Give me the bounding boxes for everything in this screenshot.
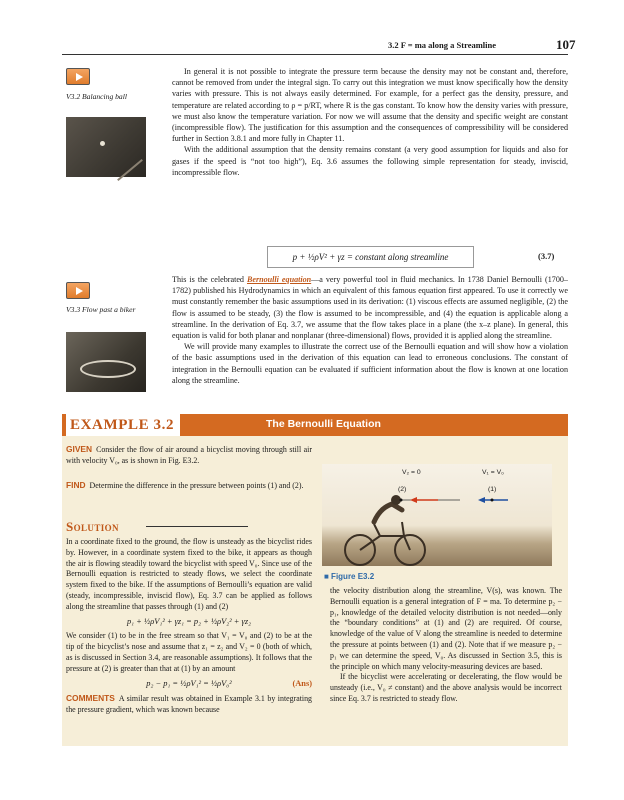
equation-number: (3.7) xyxy=(538,251,555,261)
comments-label: COMMENTS xyxy=(66,693,115,704)
find-text: Determine the difference in the pressure between points (1) and (2). xyxy=(89,481,304,490)
point-2-marker xyxy=(400,499,403,502)
solution-equation: p₁ + ½ρV₁² + γz₁ = p₂ + ½ρV₂² + γz₂ xyxy=(126,616,251,626)
answer-label: (Ans) xyxy=(292,678,312,688)
video-play-icon[interactable] xyxy=(66,68,90,85)
paragraph: We will provide many examples to illustrate the correct use of the Bernoulli equation and will show how a violation of the basic assumptions used in the derivation of this equation can lead to erroneous conclusions. The constant of integration in the Bernoulli equation can be evaluated if sufficient information about the flow is known at one location along the streamline. xyxy=(172,342,568,385)
right-paragraph: If the bicyclist were accelerating or decelerating, the flow would be unsteady (i.e., V₀ ≠ constant) and the above analysis would be incorrect since Eq. 3.7 is restricted to steady flow. xyxy=(330,672,562,703)
right-paragraph: the velocity distribution along the streamline, V(s), was known. The Bernoulli equation is a general integration of F = ma. To determine p₂ − p₁, knowledge of the detailed velocity distribution is not needed—only the “boundary conditions” at (1) and (2) are required. Of course, knowledge of the value of V along the streamline is needed to determine the pressure at points between (1) and (2). Note that if we measure p₂ − p₁ we can determine the speed, V₀. As discussed in Section 3.5, this is the principle on which many velocity-measuring devices are based. xyxy=(330,586,562,671)
example-title: The Bernoulli Equation xyxy=(266,418,381,430)
flow-arrow-v2-head xyxy=(410,497,417,503)
flow-arrow-v1-head xyxy=(478,497,485,503)
given-block xyxy=(66,444,312,467)
paragraph: With the additional assumption that the density remains constant (a very good assumption for liquids and also for gases if the speed is “not too high”), Eq. 3.6 assumes the following simple representation for steady, inviscid, incompressible flow. xyxy=(172,145,568,177)
paragraph-text: —a very powerful tool in fluid mechanics. In 1738 Daniel Bernoulli (1700–1782) published his Hydrodynamics in which an equivalent of this famous equation first appeared. To use it correctly we must constantly remember the basic assumptions used in its derivation: (1) viscous effects are assumed negligible, (2) the flow is assumed to be steady, (3) the flow is assumed to be incompressible, and (4) the equation is applicable along a streamline. In the derivation of Eq. 3.7, we assume that the flow takes place in a plane (the x–z plane). In general, this equation is valid for both planar and nonplanar (three-dimensional) flows, provided it is applied along the streamline. xyxy=(172,275,568,341)
figure-caption: ■ Figure E3.2 xyxy=(324,572,375,581)
given-text: Consider the flow of air around a bicyclist moving through still air with velocity V₀, as is shown in Fig. E3.2. xyxy=(66,445,312,465)
solution-block xyxy=(66,537,312,716)
nozzle-shape xyxy=(117,159,143,181)
find-block xyxy=(66,480,312,492)
comments-text: A similar result was obtained in Example 3.1 by integrating the pressure gradient, which was known because xyxy=(66,694,312,715)
answer-line xyxy=(66,679,312,690)
header-rule xyxy=(62,54,568,55)
body-text xyxy=(172,274,568,386)
bicyclist-illustration xyxy=(322,464,552,566)
figure-e3-2-photo xyxy=(322,464,552,566)
glossary-term-link[interactable]: Bernoulli equation xyxy=(246,275,312,284)
label-point-2: (2) xyxy=(398,486,407,493)
paragraph: In general it is not possible to integrate the pressure term because the density may not be constant and, therefore, cannot be removed from under the integral sign. To carry out this integration we must know specifically how the density varies with pressure. This is not always easily determined. For example, for a perfect gas the density, pressure, and temperature are related according to ρ = p/RT, where R is the gas constant. To know how the density varies with pressure, we must also know the temperature variation. For now we will assume that the density and specific weight are constant (incompressible flow). The justification for this assumption and the consequences of compressibility will be considered further in Section 3.8.1 and more fully in Chapter 11. xyxy=(172,67,568,144)
bernoulli-equation: p + ½ρV² + γz = constant along streamline xyxy=(292,252,449,262)
equation-box xyxy=(267,246,474,268)
running-head: 3.2 F = ma along a Streamline xyxy=(388,40,497,50)
video2-caption: V3.3 Flow past a biker xyxy=(66,305,136,314)
right-column xyxy=(330,586,562,705)
answer-equation: p₂ − p₁ = ½ρV₁² = ½ρV₀² xyxy=(146,678,232,688)
solution-paragraph: We consider (1) to be in the free stream so that V₁ = V₀ and (2) to be at the tip of the bicyclist’s nose and assume that z₁ = z₂ and V₂ = 0 (both of which, as is discussed in Section 3.4, are reasonable assumptions). It follows that the pressure at (2) is greater than that at (1) by an amount xyxy=(66,631,312,673)
video-play-icon[interactable] xyxy=(66,282,90,299)
page-number: 107 xyxy=(556,37,576,52)
given-label: GIVEN xyxy=(66,444,93,454)
rider-body xyxy=(374,504,402,522)
label-v2: V₂ = 0 xyxy=(402,469,421,476)
solution-rule xyxy=(146,526,248,527)
solution-heading: Solution xyxy=(66,519,119,534)
video2-thumbnail[interactable] xyxy=(66,332,146,392)
video1-caption: V3.2 Balancing ball xyxy=(66,92,127,101)
point-1-marker xyxy=(491,499,494,502)
find-label: FIND xyxy=(66,480,86,490)
body-text xyxy=(172,66,568,178)
video1-thumbnail[interactable] xyxy=(66,117,146,177)
biker-shape xyxy=(80,360,136,378)
example-label: EXAMPLE 3.2 xyxy=(66,412,180,438)
solution-paragraph: In a coordinate fixed to the ground, the flow is unsteady as the bicyclist rides by. However, in a coordinate system fixed to the bike, it appears as though the air is flowing steadily toward the bicyclist with speed V₀. Since use of the Bernoulli equation is restricted to steady flows, we select the coordinate system fixed to the bike. If the assumptions of Bernoulli’s equation are valid (steady, incompressible, inviscid flow), Eq. 3.7 can be applied as follows along the streamline that passes through (1) and (2) xyxy=(66,537,312,611)
label-v1: V₁ = V₀ xyxy=(482,469,504,476)
paragraph-text: This is the celebrated xyxy=(172,275,247,284)
paragraph xyxy=(172,274,568,341)
ball-shape xyxy=(100,141,105,146)
label-point-1: (1) xyxy=(488,486,497,493)
